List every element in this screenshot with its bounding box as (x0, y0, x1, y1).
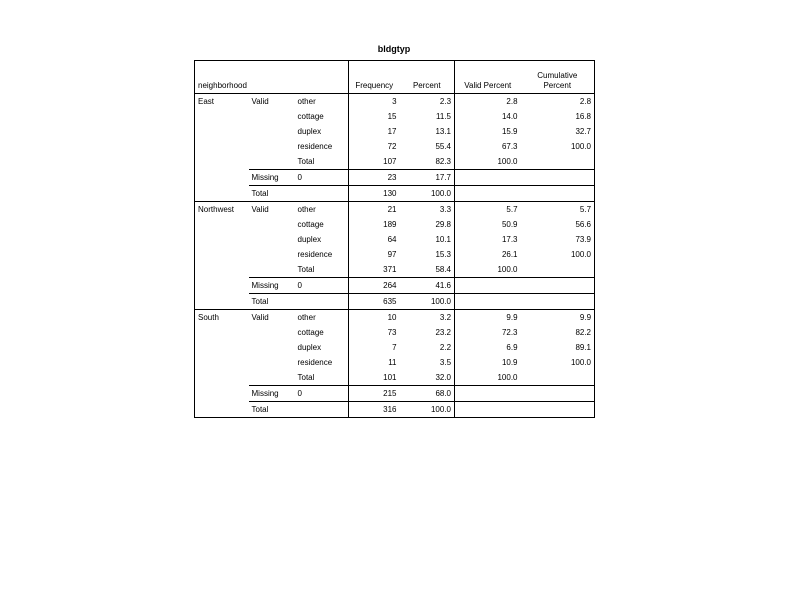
cell-valid-percent: 14.0 (455, 109, 521, 124)
cell-valid-percent: 100.0 (455, 262, 521, 278)
cell-percent: 100.0 (400, 402, 455, 418)
row-label: Total (297, 265, 315, 274)
cell-cumulative-percent (521, 262, 595, 278)
cell-frequency: 72 (349, 139, 400, 154)
cell-valid-percent: 9.9 (455, 310, 521, 326)
cell-valid-percent (455, 402, 521, 418)
row-label: cottage (297, 328, 324, 337)
row-label: residence (297, 250, 333, 259)
row-label: 0 (295, 386, 349, 402)
cell-percent: 23.2 (435, 328, 452, 337)
cell-valid-percent: 72.3 (455, 325, 521, 340)
cell-frequency: 17 (349, 124, 400, 139)
cell-frequency: 264 (349, 278, 400, 294)
row-category: Missing (249, 278, 295, 294)
row-label: cottage (297, 112, 324, 121)
cell-cumulative-percent: 9.9 (521, 310, 595, 326)
row-label: duplex (297, 235, 322, 244)
cell-valid-percent: 100.0 (455, 154, 521, 170)
cell-valid-percent: 5.7 (455, 202, 521, 218)
cell-percent: 13.1 (435, 127, 452, 136)
cell-frequency: 215 (349, 386, 400, 402)
cell-percent: 100.0 (400, 294, 455, 310)
cell-cumulative-percent (521, 170, 595, 186)
table-row (195, 294, 595, 310)
table-row (195, 402, 595, 418)
cell-frequency: 316 (349, 402, 400, 418)
cell-frequency: 10 (349, 310, 400, 326)
row-label: 0 (295, 170, 349, 186)
cell-frequency: 64 (349, 232, 400, 247)
header-frequency: Frequency (349, 61, 400, 94)
row-category: Total (249, 294, 349, 310)
cell-valid-percent: 6.9 (455, 340, 521, 355)
table-row (195, 278, 595, 294)
group-name: East (195, 94, 249, 202)
group-name: Northwest (195, 202, 249, 310)
cell-percent: 68.0 (400, 386, 455, 402)
cell-frequency: 635 (349, 294, 400, 310)
cell-frequency: 7 (349, 340, 400, 355)
frequency-table (194, 60, 595, 418)
header-row (195, 61, 595, 94)
cell-frequency: 11 (349, 355, 400, 370)
cell-valid-percent (455, 186, 521, 202)
row-label: residence (297, 142, 333, 151)
table-row (195, 310, 595, 326)
cell-valid-percent: 2.8 (455, 94, 521, 110)
cell-cumulative-percent: 5.7 (521, 202, 595, 218)
header-valid-percent: Valid Percent (455, 61, 521, 94)
cell-valid-percent: 67.3 (455, 139, 521, 154)
row-category: Valid (249, 94, 295, 170)
cell-percent: 32.0 (435, 373, 452, 382)
cell-valid-percent: 15.9 (455, 124, 521, 139)
cell-cumulative-percent: 2.8 (521, 94, 595, 110)
cell-cumulative-percent: 56.6 (521, 217, 595, 232)
group-name: South (195, 310, 249, 418)
cell-valid-percent: 10.9 (455, 355, 521, 370)
row-label: other (295, 202, 349, 218)
cell-cumulative-percent: 82.2 (521, 325, 595, 340)
cell-cumulative-percent: 100.0 (521, 355, 595, 370)
cell-cumulative-percent: 100.0 (521, 247, 595, 262)
cell-percent: 82.3 (435, 157, 452, 166)
cell-percent: 2.3 (400, 94, 455, 110)
cell-percent: 3.5 (439, 358, 452, 367)
row-label: Total (297, 373, 315, 382)
cell-cumulative-percent (521, 154, 595, 170)
row-label: duplex (297, 127, 322, 136)
cell-percent: 2.2 (439, 343, 452, 352)
cell-valid-percent: 100.0 (455, 370, 521, 386)
cell-cumulative-percent: 73.9 (521, 232, 595, 247)
cell-frequency: 23 (349, 170, 400, 186)
row-category: Missing (249, 170, 295, 186)
cell-cumulative-percent: 100.0 (521, 139, 595, 154)
cell-cumulative-percent: 89.1 (521, 340, 595, 355)
cell-percent: 17.7 (400, 170, 455, 186)
cell-percent: 55.4 (435, 142, 452, 151)
cell-percent: 100.0 (400, 186, 455, 202)
row-category: Total (249, 186, 349, 202)
cell-cumulative-percent (521, 402, 595, 418)
cell-frequency: 73 (349, 325, 400, 340)
cell-frequency: 21 (349, 202, 400, 218)
cell-percent: 3.2 (400, 310, 455, 326)
row-label: residence (297, 358, 333, 367)
row-category: Valid (249, 310, 295, 386)
header-neighborhood: neighborhood (195, 61, 349, 94)
table-row (195, 202, 595, 218)
cell-valid-percent: 17.3 (455, 232, 521, 247)
table-row (195, 94, 595, 110)
cell-valid-percent (455, 294, 521, 310)
table-body (195, 94, 595, 418)
cell-cumulative-percent (521, 370, 595, 386)
cell-valid-percent (455, 278, 521, 294)
table-row (195, 170, 595, 186)
cell-percent: 3.3 (400, 202, 455, 218)
cell-cumulative-percent (521, 186, 595, 202)
header-cumulative-percent: Cumulative Percent (521, 61, 595, 94)
row-label: duplex (297, 343, 322, 352)
cell-percent: 41.6 (400, 278, 455, 294)
cell-frequency: 97 (349, 247, 400, 262)
cell-frequency: 189 (349, 217, 400, 232)
cell-frequency: 107 (349, 154, 400, 170)
row-label: 0 (295, 278, 349, 294)
cell-valid-percent: 26.1 (455, 247, 521, 262)
header-percent: Percent (400, 61, 455, 94)
cell-frequency: 130 (349, 186, 400, 202)
row-label: other (295, 94, 349, 110)
row-label: Total (297, 157, 315, 166)
cell-frequency: 101 (349, 370, 400, 386)
table-row (195, 386, 595, 402)
row-label: cottage (297, 220, 324, 229)
cell-valid-percent (455, 170, 521, 186)
row-category: Valid (249, 202, 295, 278)
row-category: Missing (249, 386, 295, 402)
cell-cumulative-percent (521, 386, 595, 402)
cell-percent: 11.5 (436, 112, 452, 121)
cell-cumulative-percent (521, 278, 595, 294)
cell-percent: 15.3 (435, 250, 452, 259)
row-label: other (295, 310, 349, 326)
cell-percent: 29.8 (435, 220, 452, 229)
cell-cumulative-percent (521, 294, 595, 310)
cell-frequency: 3 (349, 94, 400, 110)
cell-valid-percent: 50.9 (455, 217, 521, 232)
cell-valid-percent (455, 386, 521, 402)
cell-frequency: 371 (349, 262, 400, 278)
cell-percent: 10.1 (435, 235, 452, 244)
row-category: Total (249, 402, 349, 418)
cell-frequency: 15 (349, 109, 400, 124)
table-row (195, 186, 595, 202)
cell-cumulative-percent: 16.8 (521, 109, 595, 124)
cell-percent: 58.4 (435, 265, 452, 274)
cell-cumulative-percent: 32.7 (521, 124, 595, 139)
table-title: bldgtyp (377, 44, 411, 54)
